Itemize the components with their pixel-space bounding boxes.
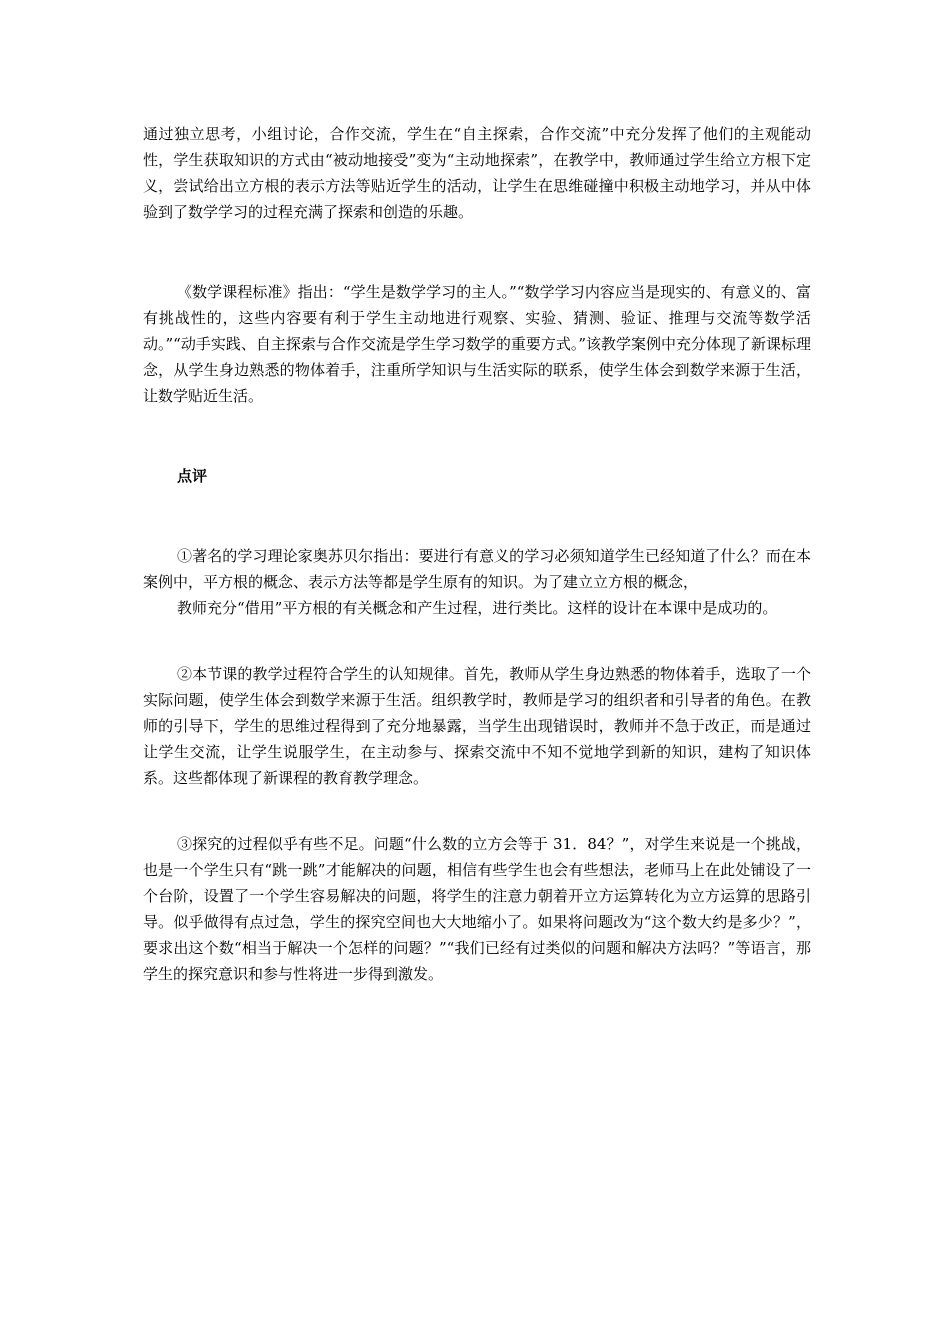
paragraph-review-3: ③探究的过程似乎有些不足。问题“什么数的立方会等于 31．84？”，对学生来说是一个挑战，也是一个学生只有“跳一跳”才能解决的问题，相信有些学生也会有些想法，老师马上在此处铺设了一个台阶，设置了一个学生容易解决的问题，将学生的注意力朝着开立方运算转化为立方运算的思路引导。似乎做得有点过急，学生的探究空间也大大地缩小了。如果将问题改为“这个数大约是多少？”，要求出这个数“相当于解决一个怎样的问题？”“我们已经有过类似的问题和解决方法吗？”等语言，那学生的探究意识和参与性将进一步得到激发。 xyxy=(143,835,811,983)
paragraph-review-1a: ①著名的学习理论家奥苏贝尔指出：要进行有意义的学习必须知道学生已经知道了什么？而在本案例中，平方根的概念、表示方法等都是学生原有的知识。为了建立立方根的概念， xyxy=(143,547,811,591)
paragraph-autonomous-exploration: 通过独立思考，小组讨论，合作交流，学生在“自主探索，合作交流”中充分发挥了他们的主观能动性，学生获取知识的方式由“被动地接受”变为“主动地探索”，在教学中，教师通过学生给立方根下定义，尝试给出立方根的表示方法等贴近学生的活动，让学生在思维碰撞中积极主动地学习，并从中体验到了数学学习的过程充满了探索和创造的乐趣。 xyxy=(143,125,811,221)
paragraph-review-1b: 教师充分“借用”平方根的有关概念和产生过程，进行类比。这样的设计在本课中是成功的。 xyxy=(177,599,778,617)
section-heading-review: 点评 xyxy=(177,467,208,485)
document-page xyxy=(143,121,811,987)
paragraph-review-2: ②本节课的教学过程符合学生的认知规律。首先，教师从学生身边熟悉的物体着手，选取了一个实际问题，使学生体会到数学来源于生活。组织教学时，教师是学习的组织者和引导者的角色。在教师的引导下，学生的思维过程得到了充分地暴露，当学生出现错误时，教师并不急于改正，而是通过让学生交流，让学生说服学生，在主动参与、探索交流中不知不觉地学到新的知识，建构了知识体系。这些都体现了新课程的教育教学理念。 xyxy=(143,665,811,787)
paragraph-curriculum-standard: 《数学课程标准》指出：“学生是数学学习的主人。”“数学学习内容应当是现实的、有意义的、富有挑战性的，这些内容要有利于学生主动地进行观察、实验、猜测、验证、推理与交流等数学活动。”“动手实践、自主探索与合作交流是学生学习数学的重要方式。”该教学案例中充分体现了新课标理念，从学生身边熟悉的物体着手，注重所学知识与生活实际的联系，使学生体会到数学来源于生活，让数学贴近生活。 xyxy=(143,283,812,405)
